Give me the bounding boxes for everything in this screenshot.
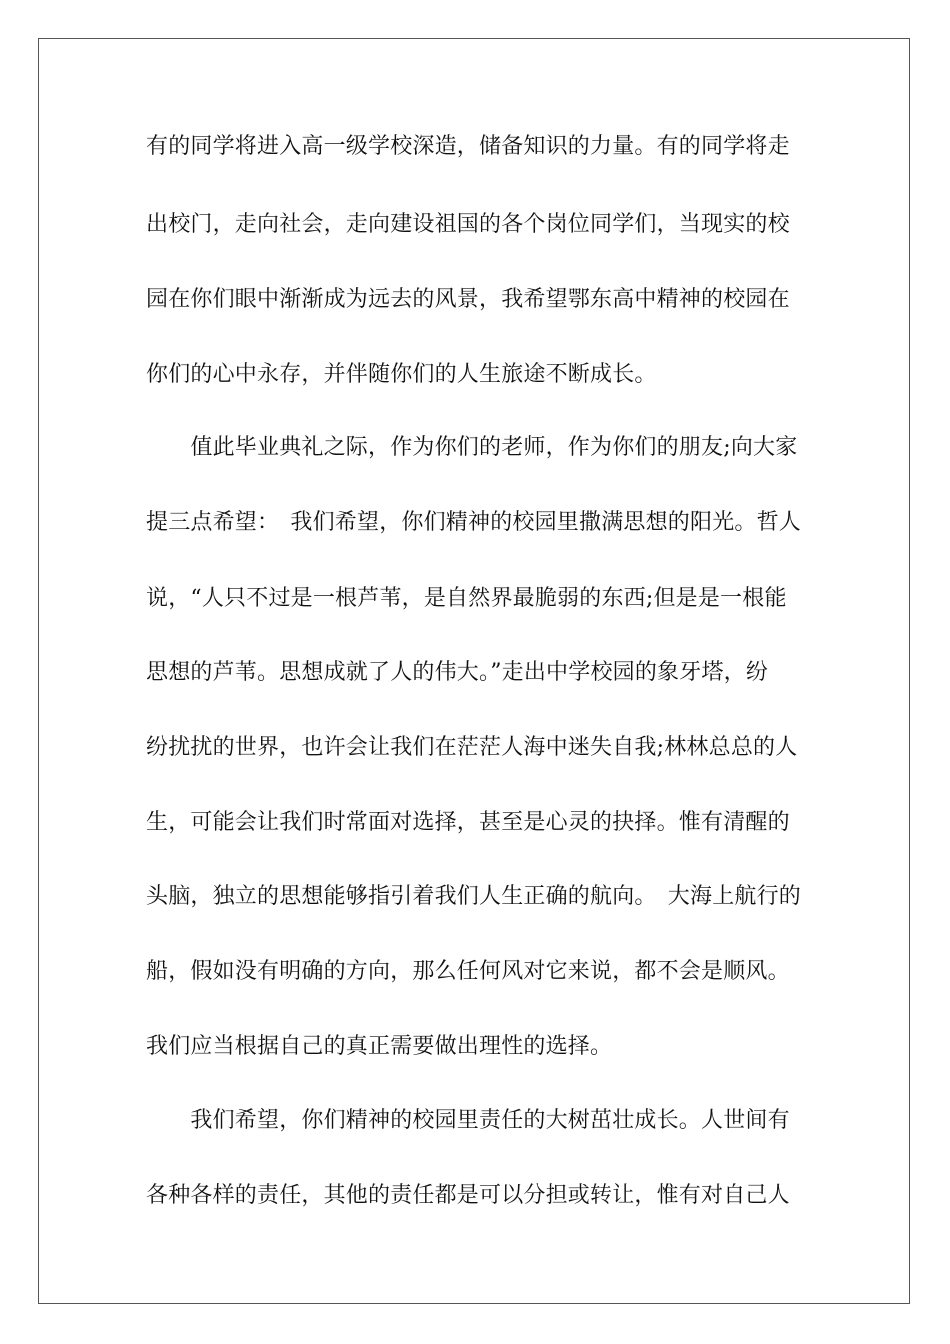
- text-line: 你们的心中永存，并伴随你们的人生旅途不断成长。: [146, 362, 657, 387]
- text-line: 生，可能会让我们时常面对选择，甚至是心灵的抉择。惟有清醒的: [146, 810, 790, 835]
- text-line: 头脑，独立的思想能够指引着我们人生正确的航向。 大海上航行的: [146, 884, 802, 909]
- text-line: 我们应当根据自己的真正需要做出理性的选择。: [146, 1034, 613, 1059]
- text-line: 纷扰扰的世界，也许会让我们在茫茫人海中迷失自我;林林总总的人: [146, 735, 798, 760]
- text-line: 提三点希望： 我们希望，你们精神的校园里撒满思想的阳光。哲人: [146, 510, 802, 535]
- text-line: 园在你们眼中渐渐成为远去的风景，我希望鄂东高中精神的校园在: [146, 287, 790, 312]
- text-line: 思想的芦苇。思想成就了人的伟大。”走出中学校园的象牙塔，纷: [146, 660, 769, 685]
- text-line: 说，“人只不过是一根芦苇，是自然界最脆弱的东西;但是是一根能: [146, 586, 787, 611]
- text-line: 各种各样的责任，其他的责任都是可以分担或转让，惟有对自己人: [146, 1183, 790, 1208]
- text-line: 有的同学将进入高一级学校深造，储备知识的力量。有的同学将走: [146, 134, 790, 159]
- text-line: 我们希望，你们精神的校园里责任的大树茁壮成长。人世间有: [146, 1108, 790, 1133]
- text-line: 船，假如没有明确的方向，那么任何风对它来说，都不会是顺风。: [146, 959, 790, 984]
- text-line: 出校门，走向社会，走向建设祖国的各个岗位同学们，当现实的校: [146, 212, 790, 237]
- text-line: 值此毕业典礼之际，作为你们的老师，作为你们的朋友;向大家: [146, 435, 798, 460]
